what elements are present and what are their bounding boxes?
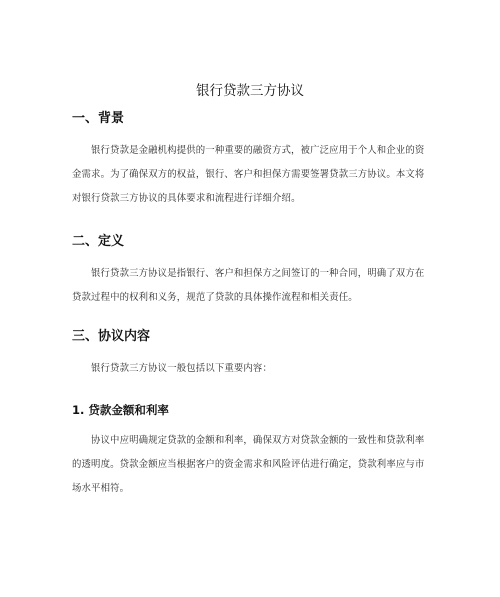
subsection-heading-amount-rate: 1. 贷款金额和利率: [72, 403, 169, 417]
section-paragraph-definition: 银行贷款三方协议是指银行、客户和担保方之间签订的一种合同，明确了双方在贷款过程中的权利和义务，规范了贷款的具体操作流程和相关责任。: [72, 268, 425, 303]
section-heading-background: 一、背景: [72, 111, 125, 126]
section-heading-content: 三、协议内容: [72, 329, 151, 344]
section-heading-definition: 二、定义: [72, 234, 125, 249]
document-title: 银行贷款三方协议: [196, 83, 304, 99]
section-paragraph-background: 银行贷款是金融机构提供的一种重要的融资方式，被广泛应用于个人和企业的资金需求。为了确保双方的权益，银行、客户和担保方需要签署贷款三方协议。本文将对银行贷款三方协议的具体要求和流程进行详细介绍。: [72, 145, 425, 204]
section-paragraph-content: 银行贷款三方协议一般包括以下重要内容：: [91, 363, 272, 374]
subsection-paragraph-amount-rate: 协议中应明确规定贷款的金额和利率，确保双方对贷款金额的一致性和贷款利率的透明度。贷款金额应当根据客户的资金需求和风险评估进行确定，贷款利率应与市场水平相符。: [72, 435, 425, 494]
